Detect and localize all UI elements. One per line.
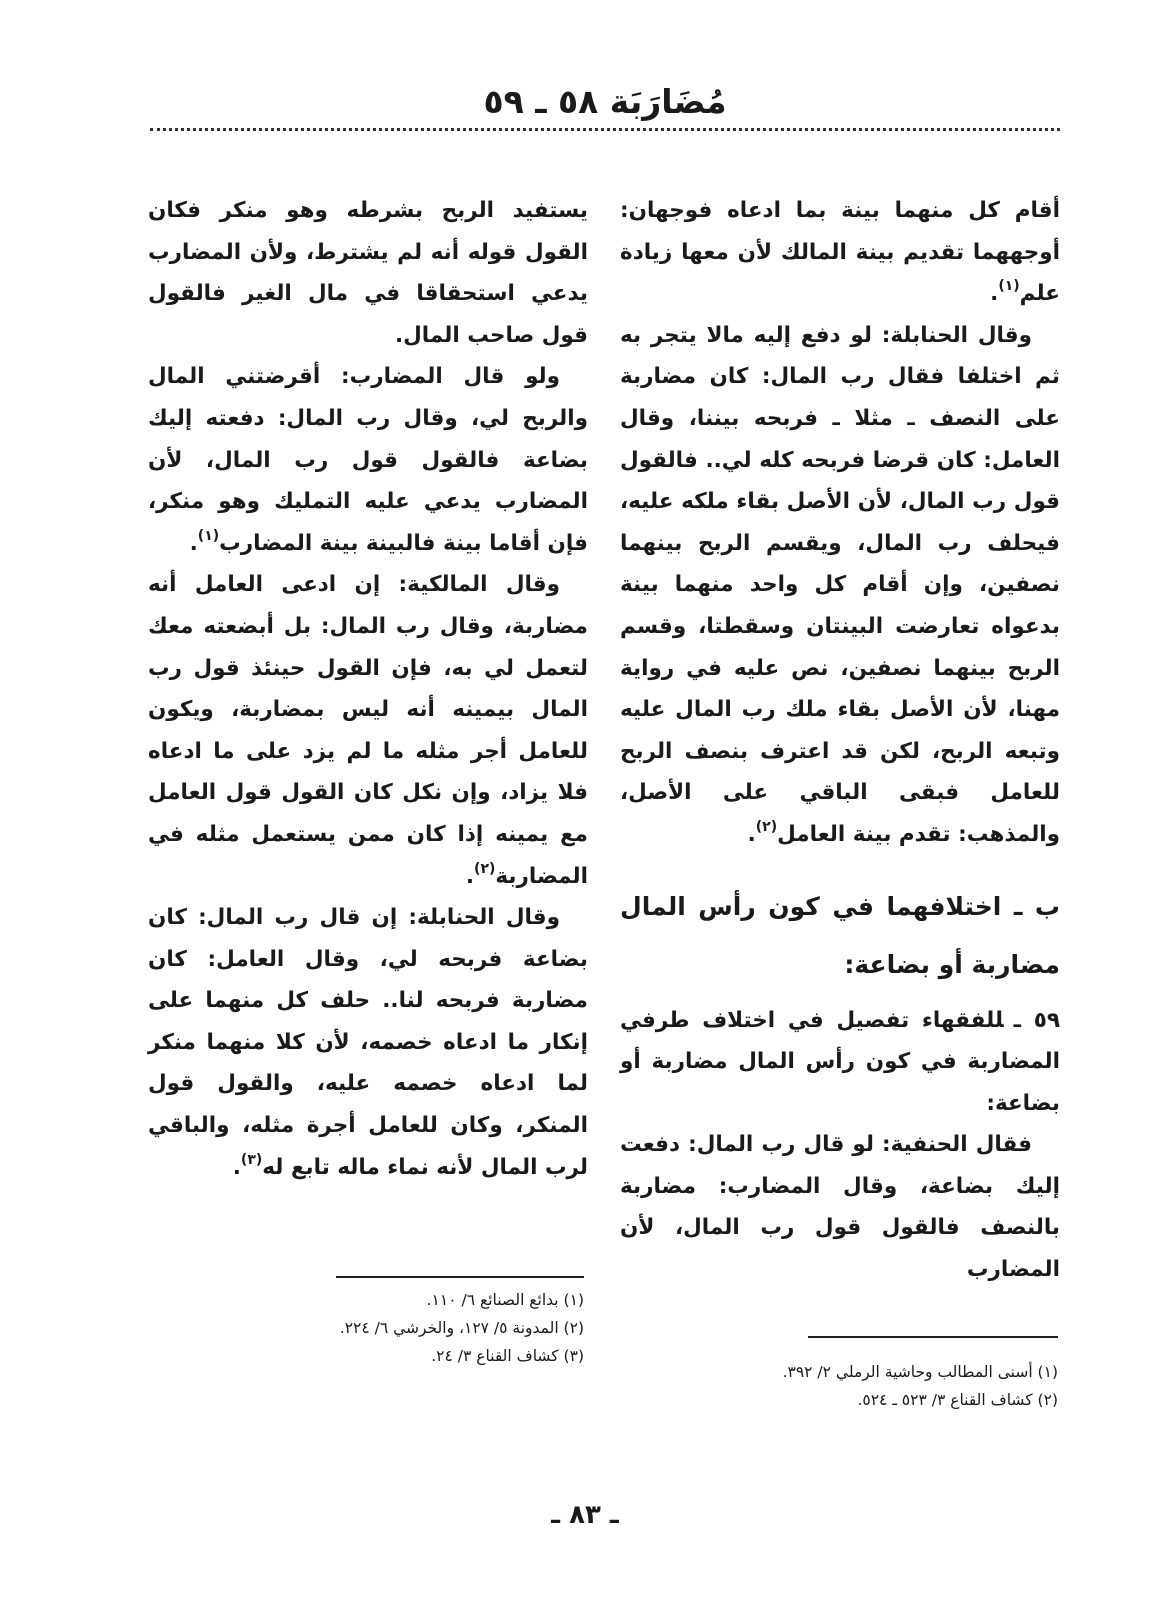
- paragraph: فقال الحنفية: لو قال رب المال: دفعت إليك بضاعة، وقال المضارب: مضاربة بالنصف فالقول قول رب المال، لأن المضارب: [620, 1132, 1060, 1283]
- footnote-ref: (١): [998, 278, 1020, 295]
- footnotes-right: [700, 1358, 1058, 1414]
- paragraph: وقال المالكية: إن ادعى العامل أنه مضاربة، وقال رب المال: بل أبضعته معك لتعمل لي به، فإن القول حينئذ قول رب المال بيمينه أنه ليس بمضاربة، ويكون للعامل أجر مثله ما لم يزد على ما ادعاه فلا يزاد، وإن نكل كان القول قول العامل مع يمينه إذا كان ممن يستعمل مثله في المضاربة$^{(٢)}$.: [148, 572, 588, 889]
- footnote-ref: (٣): [240, 1151, 263, 1168]
- running-header: مُضَارَبَة ٥٨ ـ ٥٩: [483, 82, 727, 121]
- header-dotted-rule: [150, 128, 1060, 131]
- footnote-rule-right: [808, 1336, 1058, 1338]
- paragraph: ٥٩ ـللفقهاء تفصيل في اختلاف طرفي المضاربة في كون رأس المال مضاربة أو بضاعة:: [620, 1007, 1060, 1116]
- right-column: [620, 190, 1060, 1291]
- section-heading: ب ـ اختلافهما في كون رأس المال مضاربة أو بضاعة:: [620, 891, 1060, 979]
- footnote-ref: (٢): [755, 819, 778, 836]
- paragraph: وقال الحنابلة: إن قال رب المال: كان بضاعة فربحه لي، وقال العامل: كان مضاربة فربحه لنا.. حلف كل منهما على إنكار ما ادعاه خصمه، لأن كلا منهما منكر لما ادعاه خصمه عليه، والقول قول المنكر، وكان للعامل أجرة مثله، والباقي لرب المال لأنه نماء ماله تابع له$^{(٣)}$.: [148, 905, 588, 1180]
- footnote: (٣) كشاف القناع ٣/ ٢٤.: [431, 1347, 584, 1365]
- footnote: (١) بدائع الصنائع ٦/ ١١٠.: [426, 1291, 584, 1309]
- footnote-ref: (١): [197, 527, 220, 544]
- footnote: (٢) كشاف القناع ٣/ ٥٢٣ ـ ٥٢٤.: [857, 1391, 1058, 1409]
- paragraph: ولو قال المضارب: أقرضتني المال والربح لي، وقال رب المال: دفعته إليك بضاعة فالقول قول رب المال، لأن المضارب يدعي عليه التمليك وهو منكر، فإن أقاما بينة فالبينة بينة المضارب$^{(١)}$.: [148, 364, 588, 556]
- paragraph: يستفيد الربح بشرطه وهو منكر فكان القول قوله أنه لم يشترط، ولأن المضارب يدعي استحقاقا في مال الغير فالقول قول صاحب المال.: [148, 198, 588, 348]
- footnote-ref: (٢): [474, 860, 496, 877]
- paragraph-number: ٥٩ ـ: [1013, 1007, 1060, 1033]
- footnote: (١) أسنى المطالب وحاشية الرملي ٢/ ٣٩٢.: [782, 1363, 1058, 1381]
- footnote: (٢) المدونة ٥/ ١٢٧، والخرشي ٦/ ٢٢٤.: [339, 1319, 584, 1337]
- footnotes-left: [240, 1286, 584, 1370]
- page-number: ـ ٨٣ ـ: [551, 1500, 619, 1530]
- paragraph: وقال الحنابلة: لو دفع إليه مالا يتجر به ثم اختلفا فقال رب المال: كان مضاربة على النصف ـ مثلا ـ فربحه بيننا، وقال العامل: كان قرضا فربحه كله لي.. فالقول قول رب المال، لأن الأصل بقاء ملكه عليه، فيحلف رب المال، ويقسم الربح بينهما نصفين، وإن أقام كل واحد منهما بينة بدعواه تعارضت البينتان وسقطتا، وقسم الربح بينهما نصفين، نص عليه في رواية مهنا، لأن الأصل بقاء ملك رب المال عليه وتبعه الربح، لكن قد اعترف بنصف الربح للعامل فبقى الباقي على الأصل، والمذهب: تقدم بينة العامل$^{(٢)}$.: [620, 322, 1060, 847]
- left-column: [148, 190, 588, 1188]
- footnote-rule-left: [336, 1276, 584, 1278]
- paragraph: أقام كل منهما بينة بما ادعاه فوجهان: أوجههما تقديم بينة المالك لأن معها زيادة علم$^{(١)}$.: [620, 198, 1060, 307]
